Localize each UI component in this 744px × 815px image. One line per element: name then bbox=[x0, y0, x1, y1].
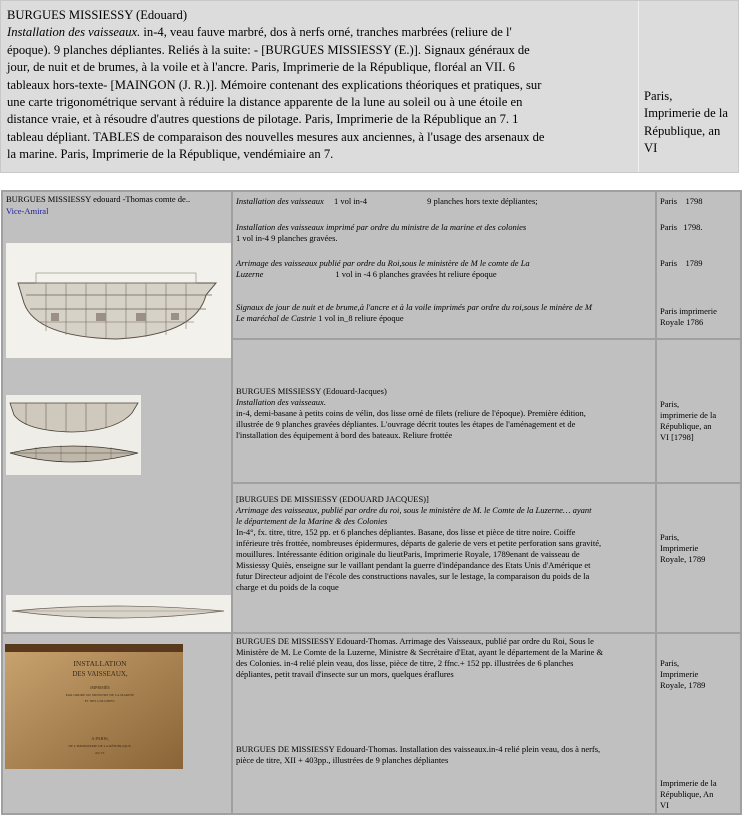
entry-3-publisher bbox=[657, 484, 740, 632]
row-2-place: Paris 1798. bbox=[660, 222, 703, 232]
top-entry-italic-title: Installation des vaisseaux. bbox=[7, 25, 141, 40]
entry-3-line-2: le département de la Marine & des Colonies bbox=[236, 516, 388, 526]
entry-4-line-4: dépliantes, petit travail d'insecte sur un mors, quelques éraflures bbox=[236, 669, 454, 679]
book-cover-cell bbox=[3, 634, 231, 813]
entry-2-text bbox=[236, 386, 652, 441]
top-entry-line-3: jour, de nuit et de brumes, à la voile et à l'ancre. Paris, Imprimerie de la République, floréal an VII. 6 bbox=[7, 60, 515, 75]
entry-4-5-publisher bbox=[657, 634, 740, 813]
entry-2-place bbox=[660, 399, 737, 443]
cover-title-line-6: A PARIS, bbox=[91, 736, 109, 741]
ship-longitudinal-section-drawing bbox=[6, 243, 231, 358]
row-4-place-1: Paris imprimerie bbox=[660, 306, 717, 316]
entry-3-place-2: Imprimerie bbox=[660, 543, 699, 553]
entry-5-place-2: République, An bbox=[660, 789, 714, 799]
entry-3-line-8: charge et du poids de la coque bbox=[236, 582, 339, 592]
entry-3-line-1: Arrimage des vaisseaux, publié par ordre du roi, sous le ministère de M. le Comte de la Luzerne… ayant bbox=[236, 505, 592, 515]
top-entry-table bbox=[0, 0, 739, 173]
entry-4-place-1: Paris, bbox=[660, 658, 680, 668]
entry-5-line-1: BURGUES DE MISSIESSY Edouard-Thomas. Installation des vaisseaux.in-4 relié plein veau, dos à nerfs, bbox=[236, 744, 601, 754]
row-1-title: Installation des vaisseaux bbox=[236, 196, 324, 206]
entry-3-text bbox=[236, 494, 652, 593]
top-entry-line-4: tableaux hors-texte- [MAINGON (J. R.)]. Mémoire contenant des explications théoriques et pratiques, sur bbox=[7, 77, 542, 92]
entry-3-place-3: Royale, 1789 bbox=[660, 554, 706, 564]
row-4-line-1: Signaux de jour de nuit et de brume,à l'ancre et à la voile imprimés par ordre du roi,sous le minère de M bbox=[236, 302, 593, 312]
author-rank: Vice-Amiral bbox=[6, 206, 49, 216]
entry-4-line-3: des Colonies. in-4 relié plein veau, dos lisse, pièce de titre, 2 ffnc.+ 152 pp. illustrées de 6 planches bbox=[236, 658, 574, 668]
cover-title-line-7: DE L'IMPRIMERIE DE LA RÉPUBLIQUE. bbox=[68, 744, 132, 748]
top-side-4: VI bbox=[644, 141, 658, 156]
entry-2-subtitle: Installation des vaisseaux. bbox=[236, 397, 326, 407]
top-entry-line-8: la marine. Paris, Imprimerie de la République, vendémiaire an 7. bbox=[7, 147, 334, 162]
entry-3-line-5: mouillures. Intéressante édition originale du lieutParis, Imprimerie Royale, 1789enant de vaisseau de bbox=[236, 549, 580, 559]
entry-5-line-2: pièce de titre, XII + 403pp., illustrées de 9 planches dépliantes bbox=[236, 755, 449, 765]
row-4-place-2: Royale 1786 bbox=[660, 317, 704, 327]
cover-title-line-2: DES VAISSEAUX, bbox=[72, 670, 128, 678]
top-side-1: Paris, bbox=[644, 89, 673, 103]
top-entry-description bbox=[1, 1, 639, 172]
entry-2-title: BURGUES MISSIESSY (Edouard-Jacques) bbox=[236, 386, 387, 396]
top-entry-line-1 bbox=[7, 24, 634, 41]
row-4 bbox=[236, 302, 652, 324]
entry-5-place-1: Imprimerie de la bbox=[660, 778, 717, 788]
entry-2-line-2: illustrée de 9 planches gravées dépliantes. L'ouvrage décrit toutes les étapes de l'aménagement et de bbox=[236, 419, 576, 429]
ship-section-plate-image bbox=[6, 243, 231, 358]
entry-2-place-3: République, an bbox=[660, 421, 712, 431]
book-title-page-photo bbox=[5, 644, 183, 769]
row-1 bbox=[236, 196, 652, 207]
bibliography-table bbox=[1, 190, 742, 815]
summary-rows-cell bbox=[233, 192, 655, 338]
cover-title-line-4: PAR ORDRE DU MINISTRE DE LA MARINE bbox=[65, 693, 135, 697]
entry-5-place bbox=[660, 778, 737, 811]
entry-4-place-3: Royale, 1789 bbox=[660, 680, 706, 690]
row-3-line-2b: 1 vol in -4 6 planches gravées ht reliure époque bbox=[335, 269, 497, 279]
entry-2-line-1: in-4, demi-basane à petits coins de vélin, dos lisse orné de filets (reliure de l'époque). Première édition, bbox=[236, 408, 586, 418]
row-1-format: 1 vol in-4 bbox=[333, 196, 368, 206]
entry-3-title: [BURGUES DE MISSIESSY (EDOUARD JACQUES)] bbox=[236, 494, 429, 504]
top-entry-title: BURGUES MISSIESSY (Edouard) bbox=[7, 8, 188, 22]
top-entry-line-7: tableau dépliant. TABLES de comparaison des nouvelles mesures aux anciennes, à l'usage des arsenaux de bbox=[7, 129, 545, 144]
ship-deck-plan-drawing bbox=[6, 395, 141, 475]
entry-3-line-4: inférieure très frottée, nombreuses épidermures, départs de galerie de vers et petite perforation sans gravité, bbox=[236, 538, 602, 548]
entry-4-line-2: Ministère de M. Le Comte de la Luzerne, Ministre & Secrétaire d'Etat, ayant le département de la Marine & bbox=[236, 647, 604, 657]
entry-2-place-1: Paris, bbox=[660, 399, 680, 409]
row-3-line-1: Arrimage des vaisseaux publié par ordre du Roi,sous le ministère de M le comte de La bbox=[236, 258, 530, 268]
cover-title-line-8: AN VI. bbox=[94, 751, 106, 755]
row-2 bbox=[236, 222, 652, 244]
entry-2-publisher bbox=[657, 340, 740, 482]
row-2-line-2: 1 vol in-4 9 planches gravées. bbox=[236, 233, 338, 243]
entry-3-line-7: futur Directeur adjoint de l'école des constructions navales, sur le lestage, la comparaison du poids de la bbox=[236, 571, 590, 581]
row-4-line-2a: Le maréchal de Castrie bbox=[236, 313, 317, 323]
author-name: BURGUES MISSIESSY edouard -Thomas comte de.. bbox=[6, 194, 191, 204]
top-entry-line-5: une carte trigonométrique servant à réduire la distance apparente de la lune au soleil ou à une étoile en bbox=[7, 95, 523, 110]
entry-2-description bbox=[233, 340, 655, 482]
row-3-place: Paris 1789 bbox=[660, 258, 703, 268]
entry-5-text bbox=[236, 744, 652, 766]
top-side-3: République, an bbox=[644, 123, 721, 138]
cover-title-line-3: IMPRIMÉE bbox=[90, 685, 110, 690]
ship-plan-strip-image bbox=[6, 595, 231, 632]
left-image-cell bbox=[3, 192, 231, 632]
row-2-line-1: Installation des vaisseaux imprimé par ordre du ministre de la marine et des colonies bbox=[236, 222, 527, 232]
entry-4-place-2: Imprimerie bbox=[660, 669, 699, 679]
cover-title-line-1: INSTALLATION bbox=[73, 659, 127, 668]
row-4-line-2b: 1 vol in_8 reliure époque bbox=[316, 313, 404, 323]
cover-title-line-5: ET DES COLONIES. bbox=[84, 699, 116, 703]
entry-4-text bbox=[236, 636, 652, 680]
entry-2-place-2: imprimerie de la bbox=[660, 410, 717, 420]
row-1-place: Paris 1798 bbox=[660, 196, 703, 206]
top-side-2: Imprimerie de la bbox=[644, 106, 728, 121]
entry-3-line-6: Missiessy Quiès, enseigne sur le vaillant pendant la guerre d'indépandance des Etats Unis d'Amérique et bbox=[236, 560, 591, 570]
row-1-plates: 9 planches hors texte dépliantes; bbox=[427, 196, 538, 206]
summary-places-cell bbox=[657, 192, 740, 338]
entry-4-5-description bbox=[233, 634, 655, 813]
row-4-place bbox=[660, 306, 737, 328]
entry-3-line-3: In-4°, fx. titre, titre, 152 pp. et 6 planches dépliantes. Basane, dos lisse et pièce de titre noire. Coiffe bbox=[236, 527, 576, 537]
entry-2-line-3: l'installation des équipement à bord des bateaux. Reliure frottée bbox=[236, 430, 453, 440]
entry-3-description bbox=[233, 484, 655, 632]
top-entry-line-6: distance vraie, et à résoudre d'autres questions de pilotage. Paris, Imprimerie de la République an 7. 1 bbox=[7, 112, 519, 127]
row-3-line-2a: Luzerne bbox=[236, 269, 264, 279]
ship-profile-drawing bbox=[6, 595, 231, 632]
entry-4-place bbox=[660, 658, 737, 691]
top-entry-publisher bbox=[641, 1, 738, 172]
top-entry-line1-rest: in-4, veau fauve marbré, dos à nerfs orné, tranches marbrées (reliure de l' bbox=[140, 25, 512, 40]
top-entry-line-2: époque). 9 planches dépliantes. Reliés à la suite: - [BURGUES MISSIESSY (E.)]. Signaux généraux de bbox=[7, 42, 530, 57]
entry-3-place-1: Paris, bbox=[660, 532, 680, 542]
entry-5-place-3: VI bbox=[660, 800, 669, 810]
ship-deck-plan-image bbox=[6, 395, 141, 475]
entry-3-place bbox=[660, 532, 737, 565]
entry-2-place-4: VI [1798] bbox=[660, 432, 694, 442]
entry-4-line-1: BURGUES DE MISSIESSY Edouard-Thomas. Arrimage des Vaisseaux, publié par ordre du Roi, Sous le bbox=[236, 636, 594, 646]
book-title-page-drawing bbox=[5, 644, 183, 769]
row-3 bbox=[236, 258, 652, 280]
